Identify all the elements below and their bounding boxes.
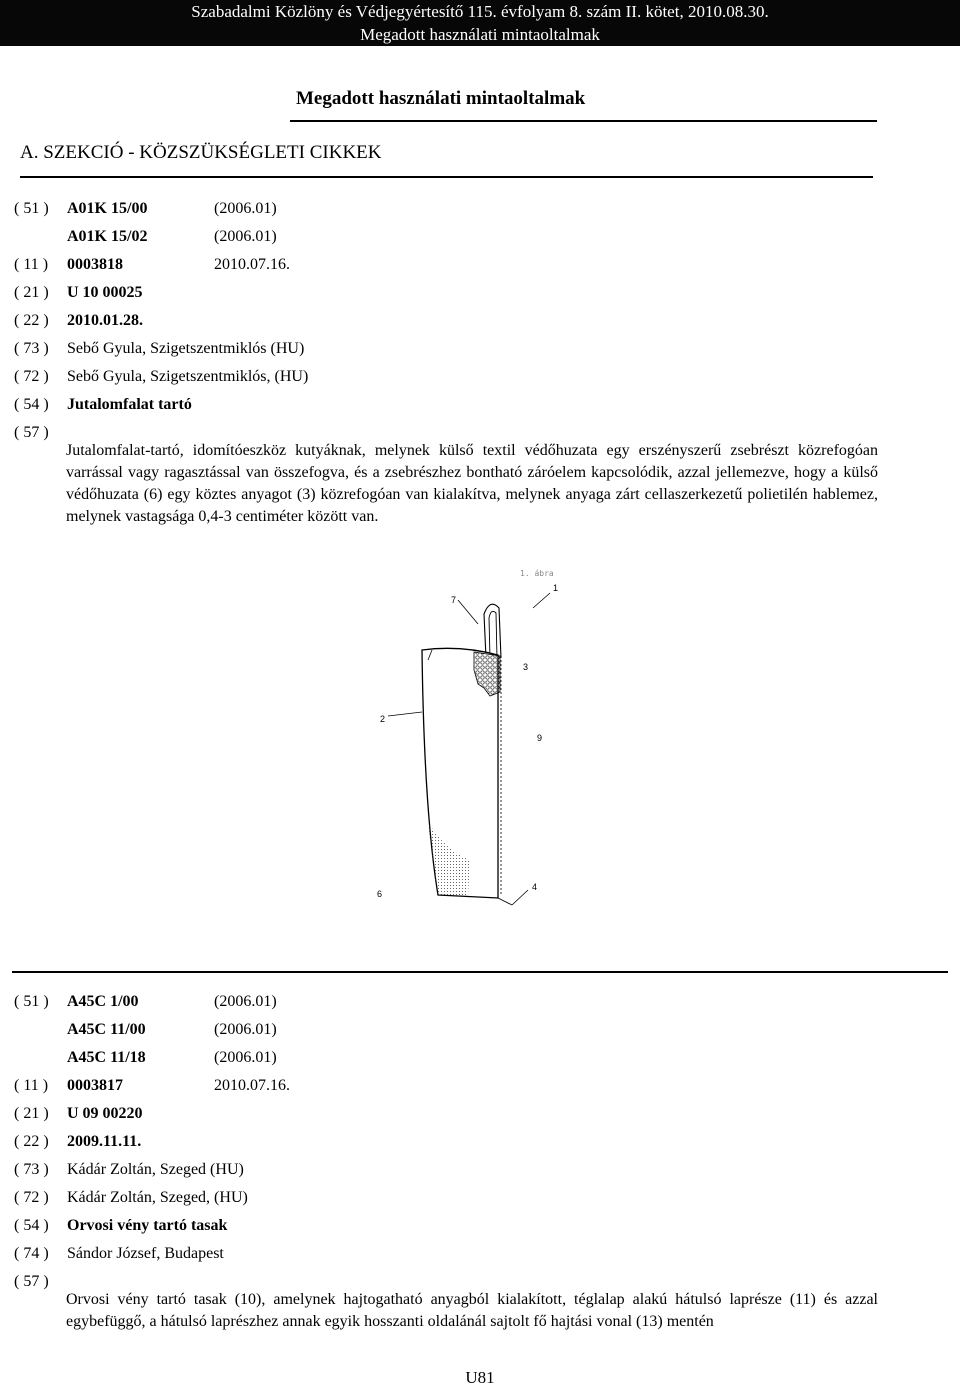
field-code: ( 11 ) — [14, 256, 49, 273]
field-code: ( 22 ) — [14, 1133, 49, 1150]
field-value: Kádár Zoltán, Szeged (HU) — [67, 1161, 244, 1178]
field-value: A01K 15/02 — [67, 228, 148, 245]
field-value: A01K 15/00 — [67, 200, 148, 217]
field-value: U 09 00220 — [67, 1105, 143, 1122]
figure-label: 6 — [377, 889, 383, 899]
field-date: 2010.07.16. — [214, 1077, 290, 1094]
field-code: ( 72 ) — [14, 368, 49, 385]
field-value: Jutalomfalat tartó — [67, 396, 192, 413]
field-date: (2006.01) — [214, 228, 277, 245]
field-code: ( 72 ) — [14, 1189, 49, 1206]
field-code: ( 73 ) — [14, 340, 49, 357]
journal-header-line-1: Szabadalmi Közlöny és Védjegyértesítő 115. évfolyam 8. szám II. kötet, 2010.08.30. — [0, 0, 960, 23]
field-value: Sebő Gyula, Szigetszentmiklós (HU) — [67, 340, 305, 357]
abstract-text: Orvosi vény tartó tasak (10), amelynek hajtogatható anyagból kialakított, téglalap alakú hátulsó laprésze (11) és azzal egybefüggő, a hátulsó laprészhez annak egyik hosszanti oldalánál sajtolt fő hajtási vonal (13) mentén — [66, 1291, 878, 1330]
page-number: U81 — [465, 1368, 495, 1387]
field-date: (2006.01) — [214, 200, 277, 217]
field-code: ( 74 ) — [14, 1245, 49, 1262]
field-value: Orvosi vény tartó tasak — [67, 1217, 228, 1234]
field-value: A45C 11/00 — [67, 1021, 146, 1038]
field-code: ( 57 ) — [14, 1273, 49, 1290]
field-code: ( 21 ) — [14, 284, 49, 301]
field-code: ( 51 ) — [14, 200, 49, 217]
section-heading: A. SZEKCIÓ - KÖZSZÜKSÉGLETI CIKKEK — [20, 142, 382, 163]
field-value: 0003817 — [67, 1077, 123, 1094]
field-value: 0003818 — [67, 256, 123, 273]
entry-separator — [12, 971, 948, 973]
figure-label: 1 — [553, 583, 559, 593]
field-value: Sándor József, Budapest — [67, 1245, 224, 1262]
field-code: ( 54 ) — [14, 396, 49, 413]
field-code: ( 51 ) — [14, 993, 49, 1010]
abstract-text: Jutalomfalat-tartó, idomítóeszköz kutyáknak, melynek külső textil védőhuzata egy erszényszerű zsebrészt közrefogóan varrással vagy ragasztással van összefogva, és a zsebrészhez bontható záróelem kapcsolódik, azzal jellemezve, hogy a külső védőhuzata (6) egy köztes anyagot (3) közrefogóan van kialakítva, melynek anyaga zárt cellaszerkezetű polietilén hablemez, melynek vastagsága 0,4-3 centiméter között van. — [66, 442, 878, 525]
patent-figure — [350, 560, 610, 920]
journal-header-line-2: Megadott használati mintaoltalmak — [0, 23, 960, 46]
page-title: Megadott használati mintaoltalmak — [296, 88, 586, 109]
field-value: 2009.11.11. — [67, 1133, 142, 1150]
figure-label: 7 — [451, 595, 457, 605]
figure-label: 9 — [537, 733, 543, 743]
figure-label: 3 — [523, 662, 529, 672]
field-value: Sebő Gyula, Szigetszentmiklós, (HU) — [67, 368, 309, 385]
field-code: ( 57 ) — [14, 424, 49, 441]
field-value: 2010.01.28. — [67, 312, 143, 329]
field-code: ( 73 ) — [14, 1161, 49, 1178]
field-code: ( 54 ) — [14, 1217, 49, 1234]
field-value: A45C 11/18 — [67, 1049, 146, 1066]
field-code: ( 21 ) — [14, 1105, 49, 1122]
field-code: ( 11 ) — [14, 1077, 49, 1094]
field-value: U 10 00025 — [67, 284, 143, 301]
figure-label: 4 — [532, 882, 538, 892]
section-rule — [20, 176, 873, 178]
title-rule — [290, 120, 877, 122]
field-value: A45C 1/00 — [67, 993, 139, 1010]
field-date: (2006.01) — [214, 1021, 277, 1038]
figure-caption: 1. ábra — [520, 569, 554, 578]
field-code: ( 22 ) — [14, 312, 49, 329]
field-date: (2006.01) — [214, 1049, 277, 1066]
field-date: (2006.01) — [214, 993, 277, 1010]
figure-label: 2 — [380, 714, 386, 724]
field-date: 2010.07.16. — [214, 256, 290, 273]
field-value: Kádár Zoltán, Szeged, (HU) — [67, 1189, 248, 1206]
